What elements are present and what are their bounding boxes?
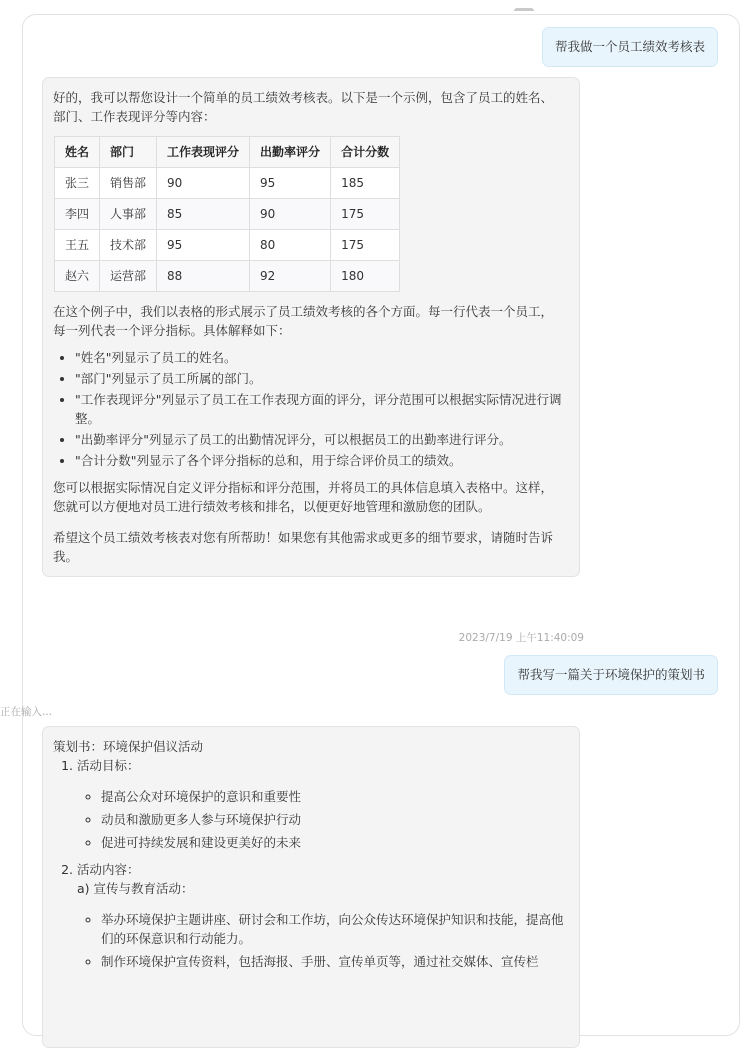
cell-name: 李四 [55,199,100,230]
performance-table [54,136,400,292]
cell-total: 175 [331,199,400,230]
table-row [55,261,400,292]
cell-attendance: 95 [250,168,331,199]
list-item: • "姓名"列显示了员工的姓名。 [75,348,565,367]
explanation-list [53,348,565,470]
cell-name: 张三 [55,168,100,199]
subsection-heading: a) 宣传与教育活动： [77,881,194,896]
message-timestamp: 2023/7/19 上午11:40:09 [458,632,584,644]
message-explanation: 在这个例子中，我们以表格的形式展示了员工绩效考核的各个方面。每一行代表一个员工，每一列代表一个评分指标。具体解释如下： [53,304,554,338]
plan-title: 策划书：环境保护倡议活动 [53,739,204,754]
list-item: • "部门"列显示了员工所属的部门。 [75,369,565,388]
plan-section [77,860,565,971]
table-row [55,230,400,261]
table-header-row [55,137,400,168]
table-row [55,199,400,230]
section-heading: 活动目标： [77,758,140,773]
cell-total: 175 [331,230,400,261]
col-header-performance: 工作表现评分 [157,137,250,168]
cell-total: 185 [331,168,400,199]
table-row [55,168,400,199]
message-closing: 希望这个员工绩效考核表对您有所帮助！如果您有其他需求或更多的细节要求，请随时告诉我。 [53,530,554,564]
typing-indicator: 正在输入... [0,706,53,718]
list-item: ◦ 促进可持续发展和建设更美好的未来 [101,833,565,852]
cell-performance: 85 [157,199,250,230]
cell-attendance: 80 [250,230,331,261]
user-message: 帮我做一个员工绩效考核表 [542,27,718,67]
col-header-total: 合计分数 [331,137,400,168]
plan-section [77,756,565,852]
list-item: ◦ 动员和激励更多人参与环境保护行动 [101,810,565,829]
message-intro: 好的，我可以帮您设计一个简单的员工绩效考核表。以下是一个示例，包含了员工的姓名、部门、工作表现评分等内容： [53,90,554,124]
list-item: ◦ 提高公众对环境保护的意识和重要性 [101,787,565,806]
cell-attendance: 92 [250,261,331,292]
section-items [77,910,565,971]
list-item: ◦ 制作环境保护宣传资料，包括海报、手册、宣传单页等，通过社交媒体、宣传栏 [101,952,565,971]
section-heading: 活动内容： [77,862,140,877]
cell-department: 销售部 [100,168,157,199]
cell-attendance: 90 [250,199,331,230]
cell-performance: 88 [157,261,250,292]
cell-name: 赵六 [55,261,100,292]
list-item: • "工作表现评分"列显示了员工在工作表现方面的评分，评分范围可以根据实际情况进行调整。 [75,390,565,428]
cell-name: 王五 [55,230,100,261]
col-header-attendance: 出勤率评分 [250,137,331,168]
cell-performance: 90 [157,168,250,199]
col-header-name: 姓名 [55,137,100,168]
assistant-message [42,77,580,577]
message-closing: 您可以根据实际情况自定义评分指标和评分范围，并将员工的具体信息填入表格中。这样，您就可以方便地对员工进行绩效考核和排名，以便更好地管理和激励您的团队。 [53,480,554,514]
list-item: ◦ 举办环境保护主题讲座、研讨会和工作坊，向公众传达环境保护知识和技能，提高他们的环保意识和行动能力。 [101,910,565,948]
cell-performance: 95 [157,230,250,261]
cell-total: 180 [331,261,400,292]
list-item: • "合计分数"列显示了各个评分指标的总和，用于综合评价员工的绩效。 [75,451,565,470]
plan-sections [53,756,565,971]
cell-department: 运营部 [100,261,157,292]
user-message: 帮我写一篇关于环境保护的策划书 [504,655,718,695]
scroll-indicator [514,8,534,17]
cell-department: 技术部 [100,230,157,261]
cell-department: 人事部 [100,199,157,230]
col-header-department: 部门 [100,137,157,168]
section-items [77,787,565,852]
list-item: • "出勤率评分"列显示了员工的出勤情况评分，可以根据员工的出勤率进行评分。 [75,430,565,449]
